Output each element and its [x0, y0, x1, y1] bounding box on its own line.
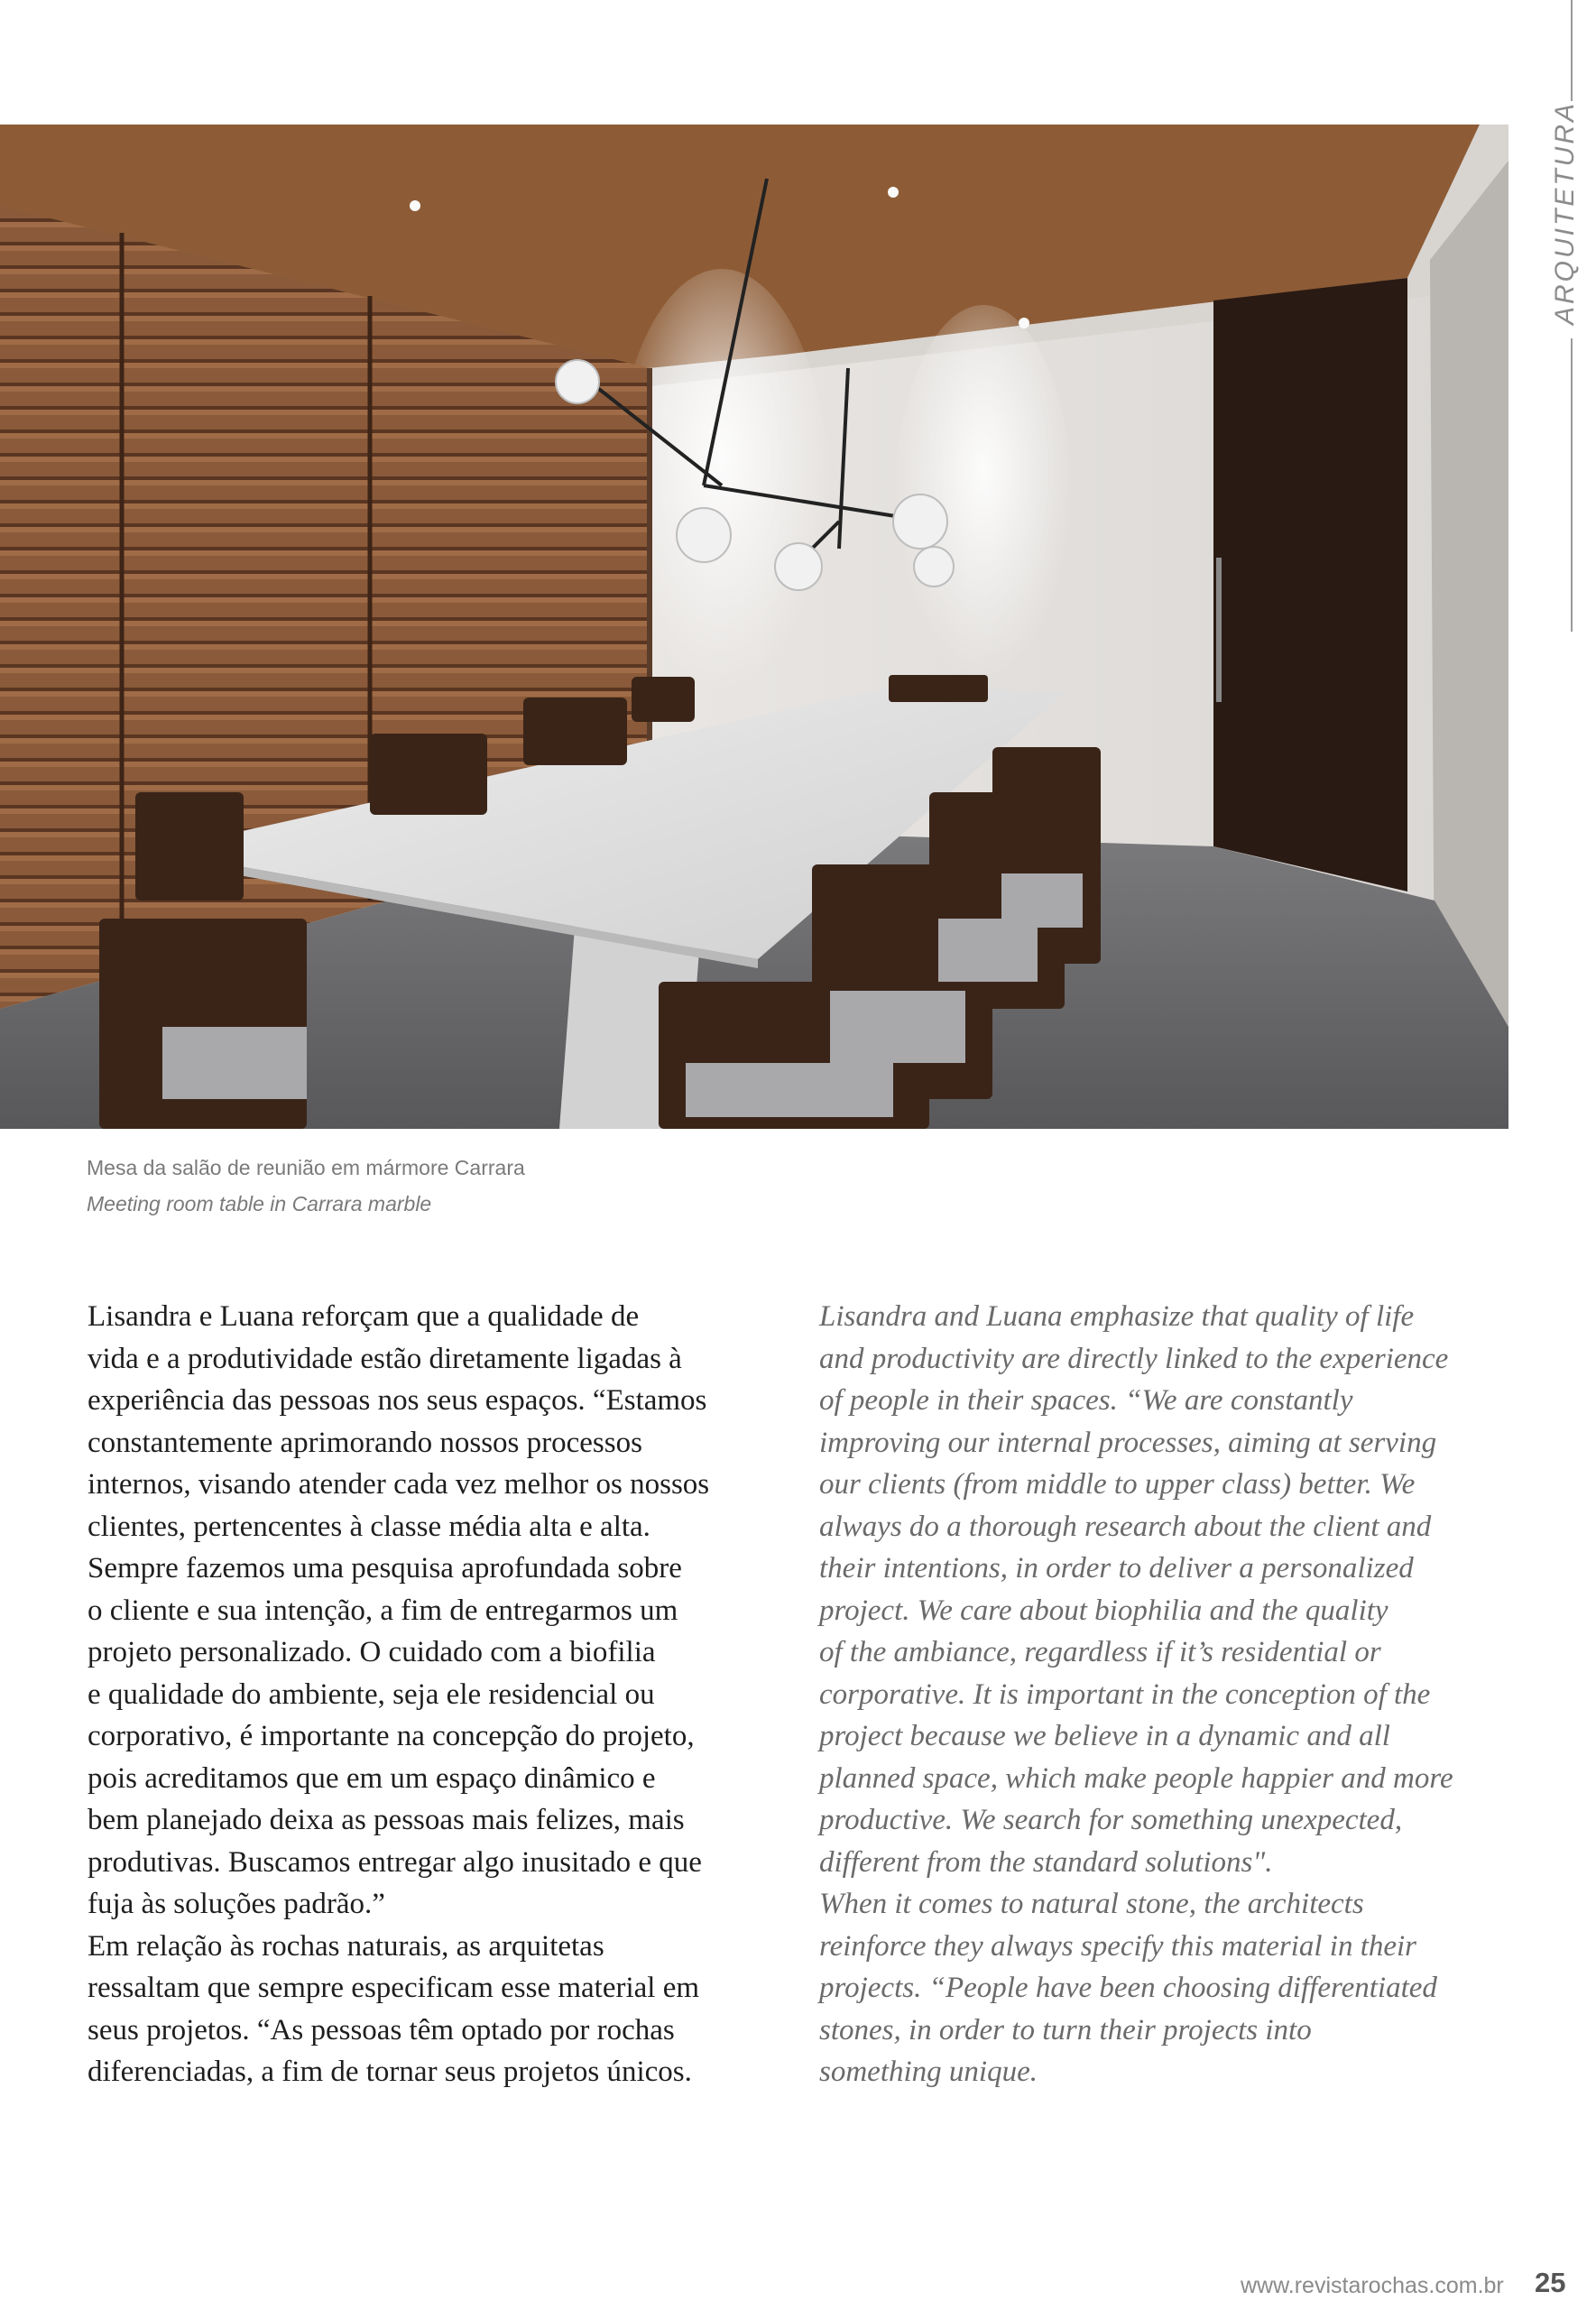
text-line: internos, visando atender cada vez melhor os nossos	[88, 1468, 710, 1501]
text-line: of the ambiance, regardless if it’s residential or	[819, 1636, 1381, 1668]
text-line: our clients (from middle to upper class) better. We	[819, 1468, 1416, 1501]
text-line: e qualidade do ambiente, seja ele residencial ou	[88, 1677, 655, 1711]
text-line: corporative. It is important in the conception of the	[819, 1677, 1431, 1711]
text-line: Sempre fazemos uma pesquisa aprofundada sobre	[88, 1552, 682, 1585]
text-line: constantemente aprimorando nossos processos	[88, 1426, 642, 1459]
text-line: stones, in order to turn their projects into	[819, 2013, 1312, 2047]
text-line: bem planejado deixa as pessoas mais felizes, mais	[88, 1804, 685, 1836]
text-line: corporativo, é importante na concepção do projeto,	[88, 1720, 695, 1752]
text-line: produtivas. Buscamos entregar algo inusitado e que	[88, 1845, 702, 1879]
text-line: Lisandra e Luana reforçam que a qualidade de	[88, 1300, 640, 1333]
text-line: vida e a produtividade estão diretamente ligadas à	[88, 1342, 682, 1375]
text-line: different from the standard solutions".	[819, 1845, 1273, 1879]
text-line: productive. We search for something unexpected,	[819, 1804, 1403, 1836]
article-portuguese	[88, 1296, 773, 2093]
text-line: seus projetos. “As pessoas têm optado por rochas	[88, 2013, 675, 2047]
text-line: fuja às soluções padrão.”	[88, 1888, 385, 1920]
text-line: always do a thorough research about the client and	[819, 1510, 1432, 1543]
footer-website-link[interactable]: www.revistarochas.com.br	[1241, 2273, 1504, 2298]
meeting-room-photo	[0, 125, 1508, 1129]
section-divider	[1571, 338, 1573, 632]
text-line: Em relação às rochas naturais, as arquitetas	[88, 1929, 604, 1963]
text-line: their intentions, in order to deliver a personalized	[819, 1552, 1414, 1585]
article-english	[819, 1296, 1505, 2093]
text-line: diferenciadas, a fim de tornar seus projetos únicos.	[88, 2056, 692, 2088]
text-line: and productivity are directly linked to the experience	[819, 1342, 1449, 1375]
caption-english: Meeting room table in Carrara marble	[87, 1192, 432, 1215]
text-line: Lisandra and Luana emphasize that quality of life	[819, 1300, 1415, 1333]
page-number: 25	[1535, 2267, 1566, 2298]
section-divider	[1571, 0, 1573, 101]
meeting-room-illustration	[0, 125, 1508, 1129]
text-line: pois acreditamos que em um espaço dinâmico e	[88, 1761, 656, 1795]
text-line: o cliente e sua intenção, a fim de entregarmos um	[88, 1594, 678, 1627]
text-line: project because we believe in a dynamic and all	[819, 1720, 1390, 1752]
text-line: of people in their spaces. “We are constantly	[819, 1384, 1353, 1417]
text-line: When it comes to natural stone, the architects	[819, 1888, 1364, 1920]
text-line: improving our internal processes, aiming at serving	[819, 1426, 1437, 1459]
text-line: clientes, pertencentes à classe média alta e alta.	[88, 1510, 650, 1543]
text-line: reinforce they always specify this material in their	[819, 1929, 1417, 1963]
text-line: project. We care about biophilia and the quality	[819, 1594, 1388, 1627]
caption-portuguese: Mesa da salão de reunião em mármore Carrara	[87, 1156, 525, 1179]
text-line: ressaltam que sempre especificam esse material em	[88, 1972, 700, 2004]
text-line: experiência das pessoas nos seus espaços. “Estamos	[88, 1384, 707, 1417]
text-line: projects. “People have been choosing differentiated	[819, 1972, 1437, 2004]
text-line: planned space, which make people happier and more	[819, 1761, 1453, 1795]
photo-caption	[87, 1150, 525, 1222]
text-line: something unique.	[819, 2056, 1038, 2088]
section-label: ARQUITETURA	[1550, 100, 1580, 325]
text-line: projeto personalizado. O cuidado com a biofilia	[88, 1636, 656, 1668]
